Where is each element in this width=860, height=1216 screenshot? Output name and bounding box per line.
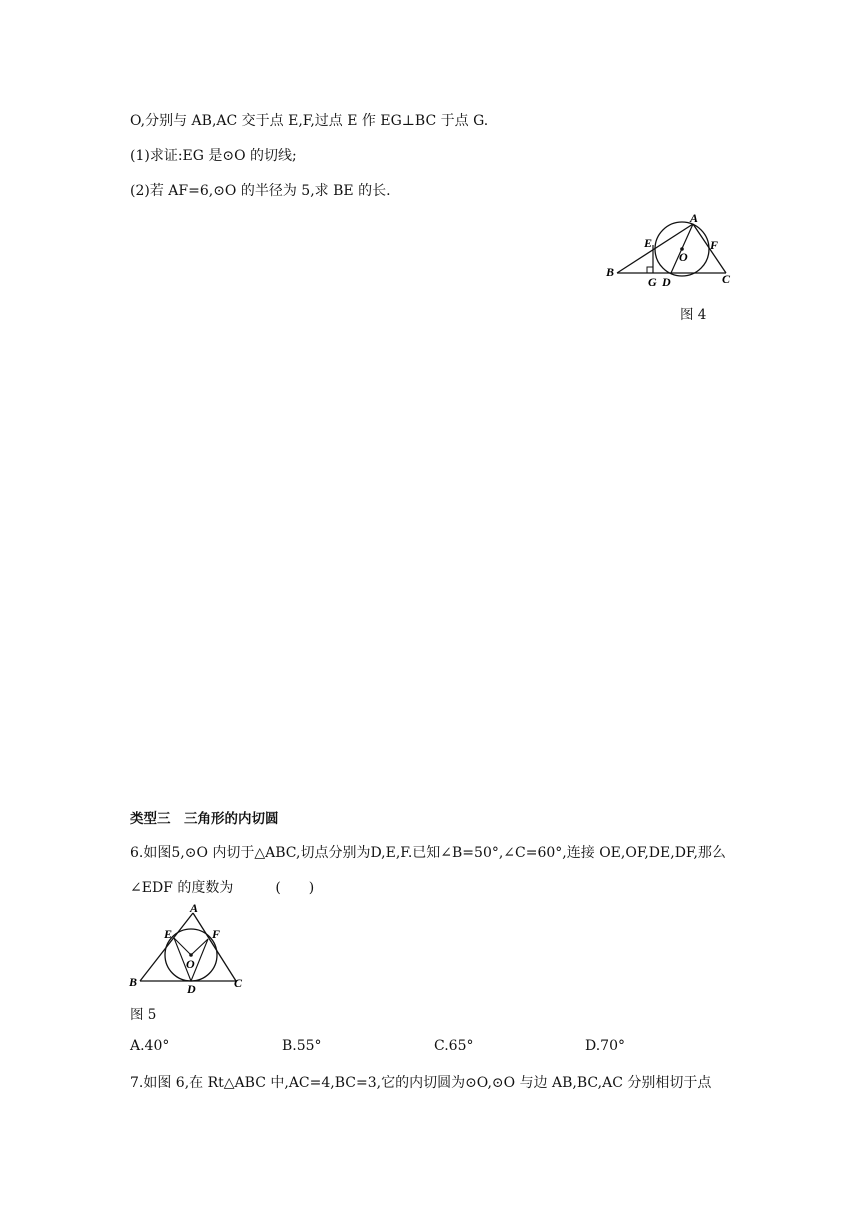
section-title: 类型三 三角形的内切圆 [130, 811, 279, 827]
fig4-label-c: C [722, 272, 731, 286]
fig4-label-f: F [710, 238, 719, 252]
problem5-line1: O,分别与 AB,AC 交于点 E,F,过点 E 作 EG⊥BC 于点 G. [130, 113, 489, 129]
fig5-label-c: C [234, 976, 243, 990]
fig5-label-e: E [164, 927, 173, 941]
problem5-part2: (2)若 AF=6,⊙O 的半径为 5,求 BE 的长. [130, 183, 391, 199]
figure-4 [600, 212, 745, 292]
figure-5-caption: 图 5 [130, 1007, 157, 1023]
fig4-label-d: D [662, 275, 671, 289]
problem6-line1: 6.如图5,⊙O 内切于△ABC,切点分别为D,E,F.已知∠B=50°,∠C=60°,连接 OE,OF,DE,DF,那么 [130, 845, 726, 861]
option-c: C.65° [434, 1038, 474, 1054]
fig4-label-b: B [606, 265, 615, 279]
fig5-label-f: F [212, 927, 221, 941]
fig5-label-o: O [186, 957, 195, 971]
fig4-label-o: O [679, 250, 688, 264]
problem6-line2: ∠EDF 的度数为 ( ) [130, 880, 315, 896]
problem5-part1: (1)求证:EG 是⊙O 的切线; [130, 148, 297, 164]
figure-5 [126, 902, 248, 994]
figure-4-caption: 图 4 [680, 307, 707, 323]
problem7-line1: 7.如图 6,在 Rt△ABC 中,AC=4,BC=3,它的内切圆为⊙O,⊙O 与边 AB,BC,AC 分别相切于点 [130, 1075, 712, 1091]
option-b: B.55° [282, 1038, 322, 1054]
option-a: A.40° [130, 1038, 170, 1054]
fig4-label-e: E [644, 236, 653, 250]
fig4-label-a: A [690, 212, 699, 225]
fig5-label-d: D [187, 982, 196, 994]
fig4-label-g: G [648, 275, 657, 289]
option-d: D.70° [585, 1038, 625, 1054]
fig5-label-b: B [129, 975, 138, 989]
fig5-label-a: A [190, 902, 199, 915]
